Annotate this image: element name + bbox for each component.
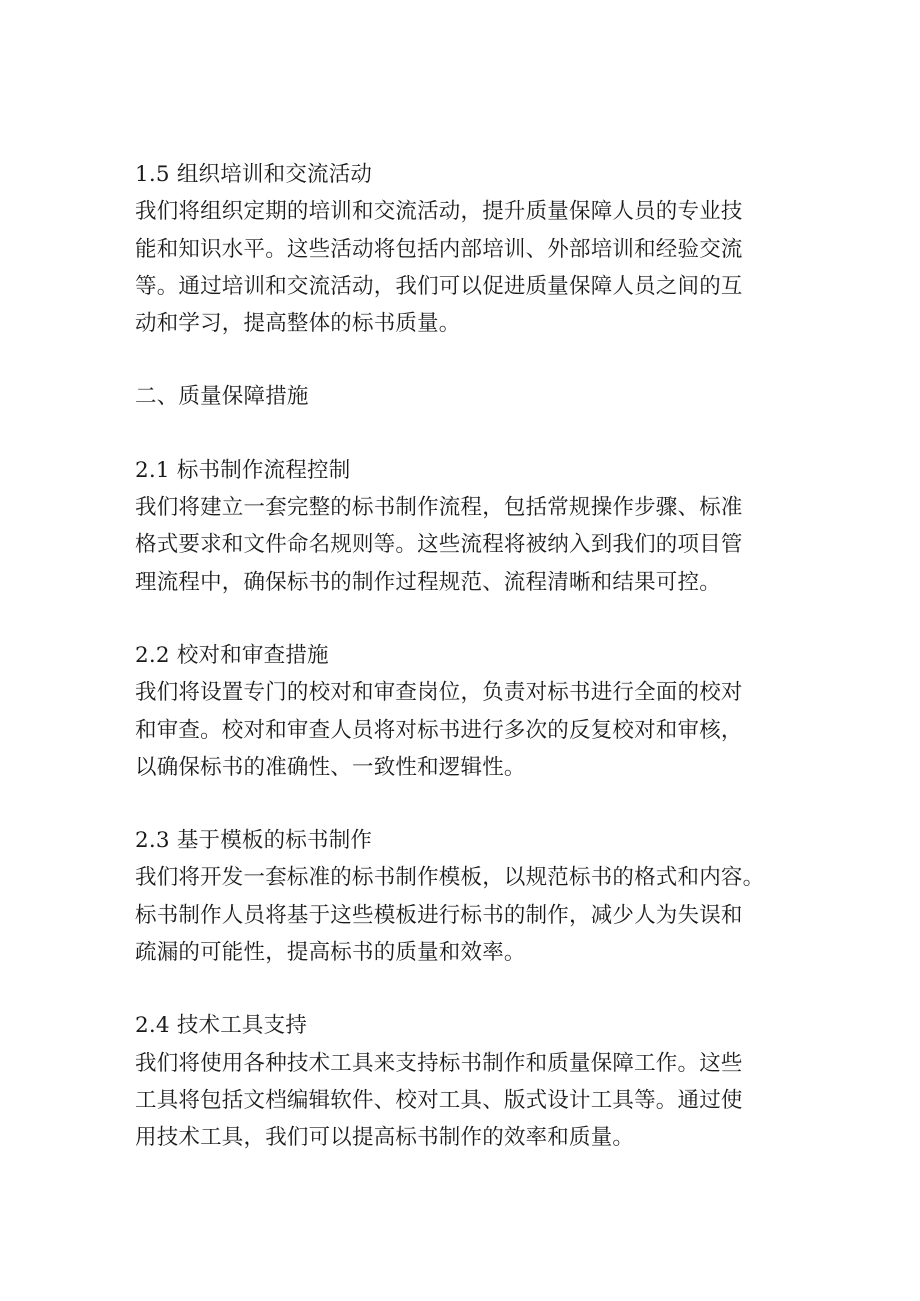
section-heading: 2.1 标书制作流程控制 (135, 457, 351, 483)
paragraph-line: 标书制作人员将基于这些模板进行标书的制作，减少人为失误和 (135, 902, 743, 928)
paragraph-line: 我们将建立一套完整的标书制作流程，包括常规操作步骤、标准 (135, 495, 743, 521)
paragraph-line: 能和知识水平。这些活动将包括内部培训、外部培训和经验交流 (135, 236, 743, 262)
paragraph-line: 我们将使用各种技术工具来支持标书制作和质量保障工作。这些 (135, 1050, 743, 1076)
section-heading: 1.5 组织培训和交流活动 (135, 162, 373, 187)
paragraph-line: 我们将设置专门的校对和审查岗位，负责对标书进行全面的校对 (135, 680, 743, 706)
section-heading: 2.4 技术工具支持 (135, 1013, 308, 1039)
paragraph-line: 等。通过培训和交流活动，我们可以促进质量保障人员之间的互 (135, 273, 743, 299)
section-2-1 (135, 452, 800, 601)
section-heading: 2.3 基于模板的标书制作 (135, 828, 373, 854)
section-2-2 (135, 637, 800, 786)
spacer (135, 416, 800, 452)
section-2-3 (135, 822, 800, 971)
paragraph-line: 和审查。校对和审查人员将对标书进行多次的反复校对和审核， (135, 717, 743, 743)
paragraph-line: 用技术工具，我们可以提高标书制作的效率和质量。 (135, 1125, 635, 1151)
chapter-heading: 二、质量保障措施 (135, 384, 309, 410)
spacer (135, 601, 800, 637)
section-2-4 (135, 1007, 800, 1156)
section-heading: 2.2 校对和审查措施 (135, 642, 329, 668)
chapter-2 (135, 378, 800, 415)
paragraph-line: 以确保标书的准确性、一致性和逻辑性。 (135, 754, 526, 780)
spacer (135, 971, 800, 1007)
paragraph-line: 格式要求和文件命名规则等。这些流程将被纳入到我们的项目管 (135, 532, 743, 558)
spacer (135, 342, 800, 378)
spacer (135, 786, 800, 822)
section-1-5 (135, 156, 800, 342)
paragraph-line: 动和学习，提高整体的标书质量。 (135, 311, 461, 337)
paragraph-line: 疏漏的可能性，提高标书的质量和效率。 (135, 940, 526, 966)
paragraph-line: 我们将开发一套标准的标书制作模板，以规范标书的格式和内容。 (135, 865, 765, 891)
paragraph-line: 理流程中，确保标书的制作过程规范、流程清晰和结果可控。 (135, 569, 721, 595)
paragraph-line: 我们将组织定期的培训和交流活动，提升质量保障人员的专业技 (135, 199, 743, 225)
paragraph-line: 工具将包括文档编辑软件、校对工具、版式设计工具等。通过使 (135, 1087, 743, 1113)
document-page (135, 156, 800, 1157)
